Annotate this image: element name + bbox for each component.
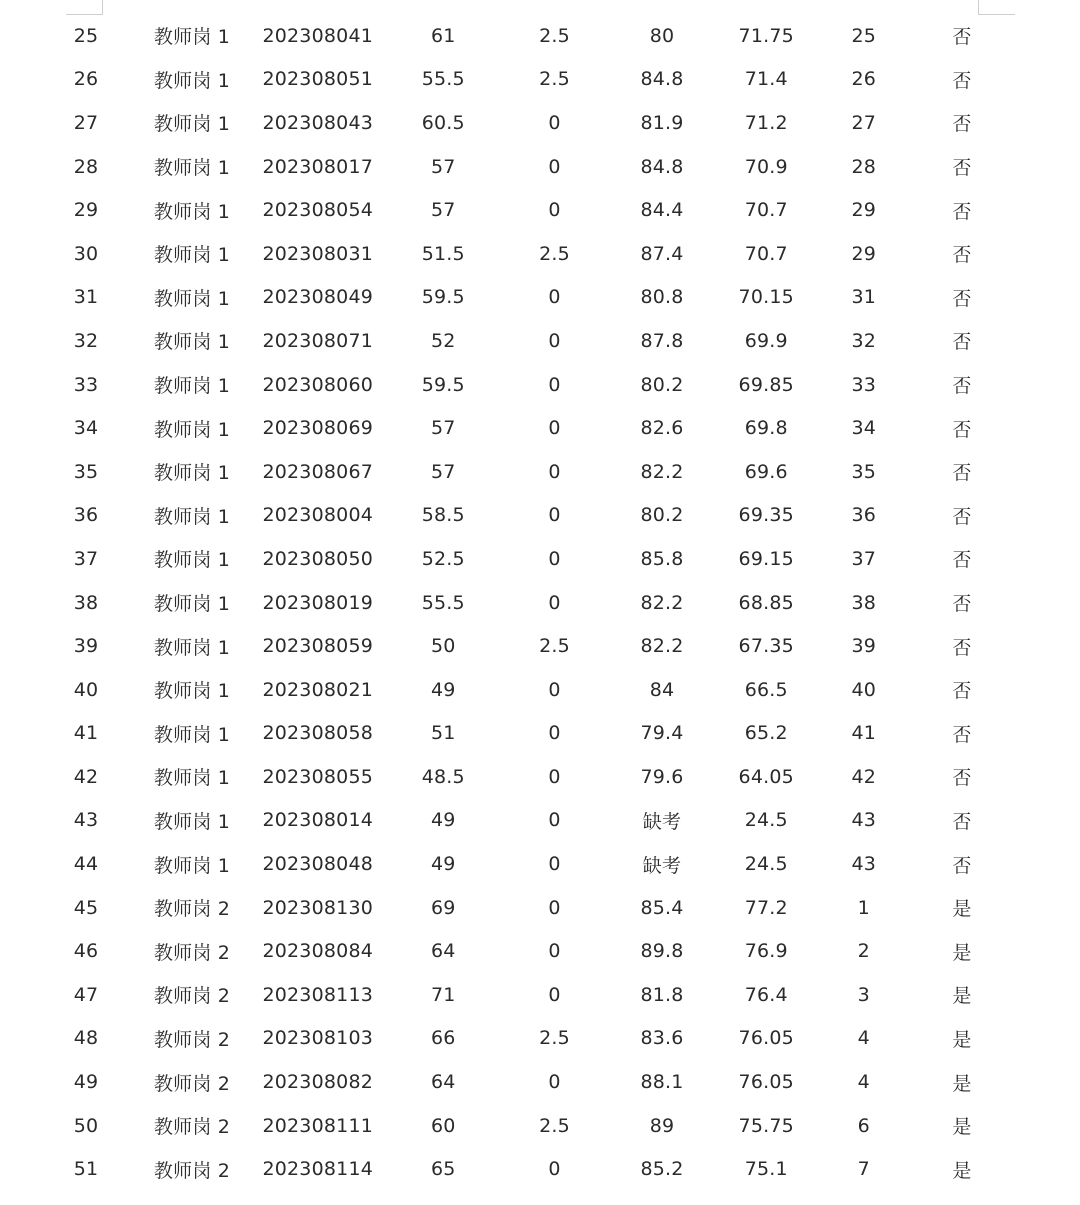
- exam-id-cell: 202308048: [262, 853, 374, 876]
- exam-id-cell: 202308071: [262, 329, 374, 352]
- exam-id-cell: 202308019: [262, 591, 374, 614]
- interview-score-cell: 84.8: [640, 155, 684, 178]
- interview-score-cell: 83.6: [640, 1027, 684, 1050]
- interview-score-cell: 84.4: [640, 199, 684, 222]
- page-corner-mark-left: [66, 0, 103, 15]
- total-score-cell: 69.15: [738, 547, 794, 570]
- seq-cell: 25: [73, 24, 99, 47]
- exam-id-cell: 202308050: [262, 547, 374, 570]
- written-score-cell: 61: [430, 24, 456, 47]
- bonus-score-cell: 0: [548, 547, 561, 570]
- total-score-cell: 70.9: [744, 155, 788, 178]
- bonus-score-cell: 0: [548, 853, 561, 876]
- interview-score-cell: 87.4: [640, 242, 684, 265]
- written-score-cell: 60: [430, 1114, 456, 1137]
- exam-id-cell: 202308041: [262, 24, 374, 47]
- rank-cell: 6: [857, 1114, 870, 1137]
- interview-score-cell: 80.2: [640, 373, 684, 396]
- table-row: [39, 14, 1013, 58]
- total-score-cell: 24.5: [744, 809, 788, 832]
- written-score-cell: 57: [430, 460, 456, 483]
- rank-cell: 42: [851, 765, 877, 788]
- post-cell: 教师岗 1: [153, 418, 231, 441]
- interview-score-cell: 82.2: [640, 591, 684, 614]
- seq-cell: 38: [73, 591, 99, 614]
- bonus-score-cell: 0: [548, 722, 561, 745]
- written-score-cell: 51: [430, 722, 456, 745]
- exam-id-cell: 202308113: [262, 983, 374, 1006]
- exam-id-cell: 202308084: [262, 940, 374, 963]
- exam-id-cell: 202308014: [262, 809, 374, 832]
- rank-cell: 27: [851, 111, 877, 134]
- seq-cell: 37: [73, 547, 99, 570]
- total-score-cell: 77.2: [744, 896, 788, 919]
- written-score-cell: 64: [430, 940, 456, 963]
- bonus-score-cell: 0: [548, 1071, 561, 1094]
- rank-cell: 37: [851, 547, 877, 570]
- total-score-cell: 64.05: [738, 765, 794, 788]
- qualified-cell: 否: [952, 418, 972, 441]
- table-row: [39, 1017, 1013, 1061]
- total-score-cell: 76.05: [738, 1071, 794, 1094]
- exam-id-cell: 202308021: [262, 678, 374, 701]
- total-score-cell: 69.35: [738, 504, 794, 527]
- total-score-cell: 69.85: [738, 373, 794, 396]
- table-row: [39, 406, 1013, 450]
- score-table: [39, 14, 1013, 1191]
- rank-cell: 4: [857, 1071, 870, 1094]
- interview-score-cell: 82.6: [640, 417, 684, 440]
- seq-cell: 35: [73, 460, 99, 483]
- interview-score-cell: 缺考: [642, 810, 682, 833]
- total-score-cell: 71.4: [744, 68, 788, 91]
- seq-cell: 26: [73, 68, 99, 91]
- table-row: [39, 363, 1013, 407]
- seq-cell: 44: [73, 853, 99, 876]
- bonus-score-cell: 0: [548, 1158, 561, 1181]
- post-cell: 教师岗 1: [153, 636, 231, 659]
- bonus-score-cell: 0: [548, 155, 561, 178]
- seq-cell: 48: [73, 1027, 99, 1050]
- seq-cell: 49: [73, 1071, 99, 1094]
- table-row: [39, 319, 1013, 363]
- seq-cell: 32: [73, 329, 99, 352]
- bonus-score-cell: 2.5: [539, 1114, 570, 1137]
- qualified-cell: 是: [952, 941, 972, 964]
- qualified-cell: 是: [952, 1159, 972, 1182]
- written-score-cell: 66: [430, 1027, 456, 1050]
- total-score-cell: 71.2: [744, 111, 788, 134]
- table-row: [39, 188, 1013, 232]
- post-cell: 教师岗 1: [153, 462, 231, 485]
- seq-cell: 30: [73, 242, 99, 265]
- interview-score-cell: 79.4: [640, 722, 684, 745]
- rank-cell: 31: [851, 286, 877, 309]
- interview-score-cell: 缺考: [642, 854, 682, 877]
- interview-score-cell: 85.2: [640, 1158, 684, 1181]
- seq-cell: 33: [73, 373, 99, 396]
- interview-score-cell: 85.8: [640, 547, 684, 570]
- interview-score-cell: 81.9: [640, 111, 684, 134]
- written-score-cell: 64: [430, 1071, 456, 1094]
- post-cell: 教师岗 2: [153, 941, 231, 964]
- seq-cell: 27: [73, 111, 99, 134]
- bonus-score-cell: 2.5: [539, 68, 570, 91]
- total-score-cell: 75.75: [738, 1114, 794, 1137]
- written-score-cell: 71: [430, 983, 456, 1006]
- post-cell: 教师岗 1: [153, 26, 231, 49]
- rank-cell: 43: [851, 809, 877, 832]
- interview-score-cell: 87.8: [640, 329, 684, 352]
- exam-id-cell: 202308055: [262, 765, 374, 788]
- bonus-score-cell: 0: [548, 199, 561, 222]
- bonus-score-cell: 0: [548, 896, 561, 919]
- qualified-cell: 否: [952, 593, 972, 616]
- bonus-score-cell: 0: [548, 983, 561, 1006]
- written-score-cell: 57: [430, 199, 456, 222]
- qualified-cell: 是: [952, 1072, 972, 1095]
- interview-score-cell: 89.8: [640, 940, 684, 963]
- total-score-cell: 24.5: [744, 853, 788, 876]
- interview-score-cell: 82.2: [640, 635, 684, 658]
- written-score-cell: 52.5: [421, 547, 465, 570]
- interview-score-cell: 85.4: [640, 896, 684, 919]
- exam-id-cell: 202308060: [262, 373, 374, 396]
- table-row: [39, 101, 1013, 145]
- total-score-cell: 69.8: [744, 417, 788, 440]
- exam-id-cell: 202308067: [262, 460, 374, 483]
- exam-id-cell: 202308031: [262, 242, 374, 265]
- seq-cell: 43: [73, 809, 99, 832]
- exam-id-cell: 202308017: [262, 155, 374, 178]
- bonus-score-cell: 0: [548, 678, 561, 701]
- seq-cell: 45: [73, 896, 99, 919]
- table-row: [39, 145, 1013, 189]
- interview-score-cell: 81.8: [640, 983, 684, 1006]
- table-row: [39, 494, 1013, 538]
- rank-cell: 41: [851, 722, 877, 745]
- exam-id-cell: 202308059: [262, 635, 374, 658]
- total-score-cell: 67.35: [738, 635, 794, 658]
- table-row: [39, 450, 1013, 494]
- score-table-body: [39, 14, 1013, 1191]
- qualified-cell: 否: [952, 157, 972, 180]
- written-score-cell: 48.5: [421, 765, 465, 788]
- post-cell: 教师岗 1: [153, 331, 231, 354]
- table-row: [39, 929, 1013, 973]
- table-row: [39, 1060, 1013, 1104]
- table-row: [39, 624, 1013, 668]
- bonus-score-cell: 0: [548, 329, 561, 352]
- table-row: [39, 581, 1013, 625]
- exam-id-cell: 202308043: [262, 111, 374, 134]
- total-score-cell: 69.6: [744, 460, 788, 483]
- seq-cell: 28: [73, 155, 99, 178]
- seq-cell: 41: [73, 722, 99, 745]
- bonus-score-cell: 2.5: [539, 1027, 570, 1050]
- total-score-cell: 66.5: [744, 678, 788, 701]
- rank-cell: 38: [851, 591, 877, 614]
- post-cell: 教师岗 1: [153, 157, 231, 180]
- qualified-cell: 否: [952, 810, 972, 833]
- interview-score-cell: 80.8: [640, 286, 684, 309]
- total-score-cell: 76.4: [744, 983, 788, 1006]
- exam-id-cell: 202308082: [262, 1071, 374, 1094]
- post-cell: 教师岗 2: [153, 1159, 231, 1182]
- exam-id-cell: 202308004: [262, 504, 374, 527]
- exam-id-cell: 202308069: [262, 417, 374, 440]
- rank-cell: 25: [851, 24, 877, 47]
- total-score-cell: 65.2: [744, 722, 788, 745]
- rank-cell: 36: [851, 504, 877, 527]
- qualified-cell: 是: [952, 985, 972, 1008]
- table-row: [39, 799, 1013, 843]
- written-score-cell: 55.5: [421, 68, 465, 91]
- post-cell: 教师岗 1: [153, 287, 231, 310]
- table-row: [39, 755, 1013, 799]
- exam-id-cell: 202308058: [262, 722, 374, 745]
- exam-id-cell: 202308111: [262, 1114, 374, 1137]
- seq-cell: 46: [73, 940, 99, 963]
- qualified-cell: 否: [952, 331, 972, 354]
- interview-score-cell: 88.1: [640, 1071, 684, 1094]
- written-score-cell: 65: [430, 1158, 456, 1181]
- post-cell: 教师岗 1: [153, 854, 231, 877]
- bonus-score-cell: 0: [548, 504, 561, 527]
- qualified-cell: 否: [952, 200, 972, 223]
- table-row: [39, 1104, 1013, 1148]
- seq-cell: 47: [73, 983, 99, 1006]
- bonus-score-cell: 2.5: [539, 24, 570, 47]
- bonus-score-cell: 0: [548, 809, 561, 832]
- rank-cell: 34: [851, 417, 877, 440]
- table-row: [39, 668, 1013, 712]
- total-score-cell: 68.85: [738, 591, 794, 614]
- exam-id-cell: 202308130: [262, 896, 374, 919]
- rank-cell: 2: [857, 940, 870, 963]
- interview-score-cell: 80: [649, 24, 675, 47]
- qualified-cell: 否: [952, 244, 972, 267]
- post-cell: 教师岗 1: [153, 810, 231, 833]
- rank-cell: 33: [851, 373, 877, 396]
- written-score-cell: 49: [430, 678, 456, 701]
- bonus-score-cell: 0: [548, 940, 561, 963]
- interview-score-cell: 80.2: [640, 504, 684, 527]
- exam-id-cell: 202308114: [262, 1158, 374, 1181]
- rank-cell: 29: [851, 242, 877, 265]
- seq-cell: 36: [73, 504, 99, 527]
- post-cell: 教师岗 1: [153, 69, 231, 92]
- total-score-cell: 69.9: [744, 329, 788, 352]
- post-cell: 教师岗 2: [153, 1072, 231, 1095]
- qualified-cell: 否: [952, 854, 972, 877]
- bonus-score-cell: 0: [548, 591, 561, 614]
- seq-cell: 31: [73, 286, 99, 309]
- bonus-score-cell: 0: [548, 460, 561, 483]
- bonus-score-cell: 0: [548, 286, 561, 309]
- qualified-cell: 否: [952, 636, 972, 659]
- written-score-cell: 52: [430, 329, 456, 352]
- post-cell: 教师岗 1: [153, 200, 231, 223]
- rank-cell: 7: [857, 1158, 870, 1181]
- qualified-cell: 否: [952, 375, 972, 398]
- post-cell: 教师岗 1: [153, 549, 231, 572]
- exam-id-cell: 202308103: [262, 1027, 374, 1050]
- post-cell: 教师岗 1: [153, 375, 231, 398]
- total-score-cell: 76.9: [744, 940, 788, 963]
- post-cell: 教师岗 2: [153, 1028, 231, 1051]
- bonus-score-cell: 0: [548, 373, 561, 396]
- written-score-cell: 60.5: [421, 111, 465, 134]
- written-score-cell: 49: [430, 853, 456, 876]
- seq-cell: 51: [73, 1158, 99, 1181]
- qualified-cell: 否: [952, 287, 972, 310]
- post-cell: 教师岗 1: [153, 593, 231, 616]
- post-cell: 教师岗 2: [153, 898, 231, 921]
- qualified-cell: 否: [952, 505, 972, 528]
- written-score-cell: 49: [430, 809, 456, 832]
- interview-score-cell: 89: [649, 1114, 675, 1137]
- rank-cell: 29: [851, 199, 877, 222]
- rank-cell: 3: [857, 983, 870, 1006]
- seq-cell: 42: [73, 765, 99, 788]
- seq-cell: 39: [73, 635, 99, 658]
- rank-cell: 40: [851, 678, 877, 701]
- post-cell: 教师岗 2: [153, 1116, 231, 1139]
- post-cell: 教师岗 1: [153, 767, 231, 790]
- rank-cell: 43: [851, 853, 877, 876]
- table-row: [39, 58, 1013, 102]
- seq-cell: 40: [73, 678, 99, 701]
- total-score-cell: 71.75: [738, 24, 794, 47]
- qualified-cell: 是: [952, 1116, 972, 1139]
- total-score-cell: 70.15: [738, 286, 794, 309]
- post-cell: 教师岗 2: [153, 985, 231, 1008]
- qualified-cell: 是: [952, 898, 972, 921]
- rank-cell: 32: [851, 329, 877, 352]
- total-score-cell: 70.7: [744, 242, 788, 265]
- seq-cell: 29: [73, 199, 99, 222]
- total-score-cell: 75.1: [744, 1158, 788, 1181]
- rank-cell: 4: [857, 1027, 870, 1050]
- qualified-cell: 否: [952, 26, 972, 49]
- rank-cell: 39: [851, 635, 877, 658]
- written-score-cell: 55.5: [421, 591, 465, 614]
- written-score-cell: 59.5: [421, 286, 465, 309]
- bonus-score-cell: 0: [548, 111, 561, 134]
- qualified-cell: 否: [952, 680, 972, 703]
- qualified-cell: 否: [952, 549, 972, 572]
- qualified-cell: 否: [952, 462, 972, 485]
- seq-cell: 50: [73, 1114, 99, 1137]
- post-cell: 教师岗 1: [153, 680, 231, 703]
- post-cell: 教师岗 1: [153, 113, 231, 136]
- page-corner-mark-right: [978, 0, 1015, 15]
- table-row: [39, 232, 1013, 276]
- rank-cell: 35: [851, 460, 877, 483]
- table-row: [39, 537, 1013, 581]
- written-score-cell: 69: [430, 896, 456, 919]
- exam-id-cell: 202308049: [262, 286, 374, 309]
- post-cell: 教师岗 1: [153, 723, 231, 746]
- written-score-cell: 57: [430, 155, 456, 178]
- total-score-cell: 76.05: [738, 1027, 794, 1050]
- qualified-cell: 否: [952, 69, 972, 92]
- written-score-cell: 51.5: [421, 242, 465, 265]
- rank-cell: 1: [857, 896, 870, 919]
- qualified-cell: 否: [952, 723, 972, 746]
- table-row: [39, 712, 1013, 756]
- written-score-cell: 57: [430, 417, 456, 440]
- rank-cell: 28: [851, 155, 877, 178]
- post-cell: 教师岗 1: [153, 505, 231, 528]
- qualified-cell: 是: [952, 1028, 972, 1051]
- table-row: [39, 1147, 1013, 1191]
- interview-score-cell: 84: [649, 678, 675, 701]
- exam-id-cell: 202308054: [262, 199, 374, 222]
- rank-cell: 26: [851, 68, 877, 91]
- bonus-score-cell: 2.5: [539, 635, 570, 658]
- qualified-cell: 否: [952, 113, 972, 136]
- total-score-cell: 70.7: [744, 199, 788, 222]
- interview-score-cell: 79.6: [640, 765, 684, 788]
- table-row: [39, 973, 1013, 1017]
- written-score-cell: 58.5: [421, 504, 465, 527]
- table-row: [39, 886, 1013, 930]
- bonus-score-cell: 2.5: [539, 242, 570, 265]
- qualified-cell: 否: [952, 767, 972, 790]
- exam-id-cell: 202308051: [262, 68, 374, 91]
- bonus-score-cell: 0: [548, 765, 561, 788]
- written-score-cell: 50: [430, 635, 456, 658]
- seq-cell: 34: [73, 417, 99, 440]
- bonus-score-cell: 0: [548, 417, 561, 440]
- table-row: [39, 842, 1013, 886]
- interview-score-cell: 84.8: [640, 68, 684, 91]
- interview-score-cell: 82.2: [640, 460, 684, 483]
- post-cell: 教师岗 1: [153, 244, 231, 267]
- table-row: [39, 276, 1013, 320]
- written-score-cell: 59.5: [421, 373, 465, 396]
